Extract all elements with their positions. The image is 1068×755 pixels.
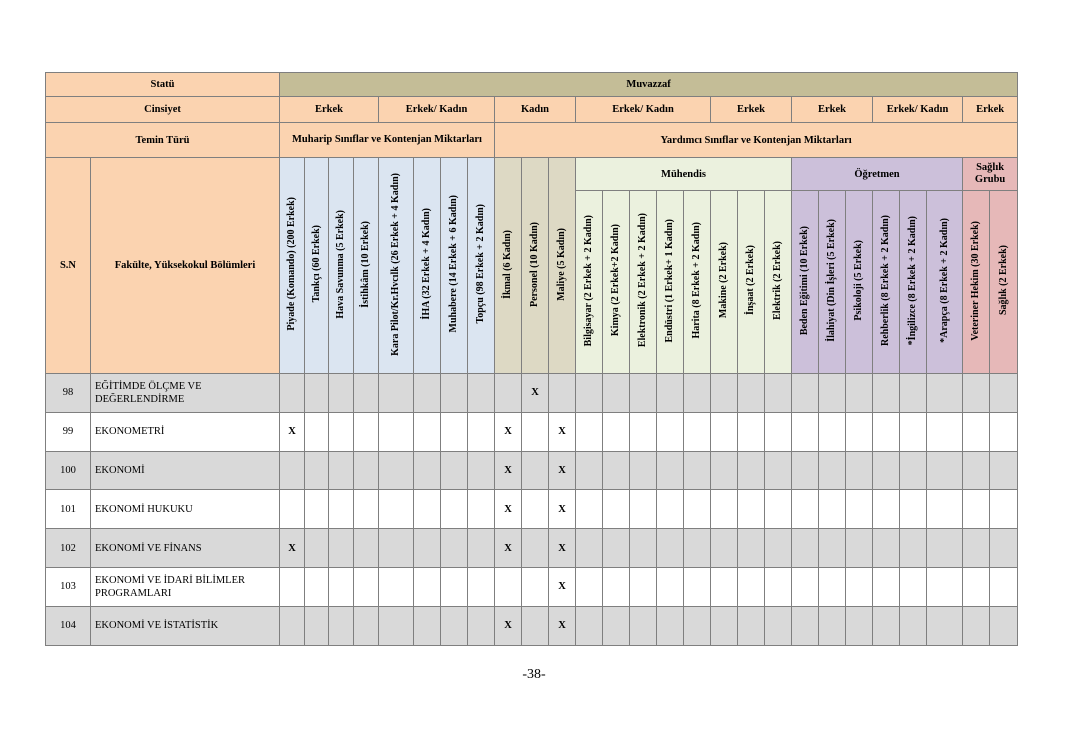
- column-header: [379, 158, 414, 374]
- quota-cell: [379, 451, 414, 490]
- quota-cell: [765, 606, 792, 645]
- column-header-label: Beden Eğitimi (10 Erkek): [799, 225, 810, 336]
- quota-cell: [354, 606, 379, 645]
- quota-cell: [684, 606, 711, 645]
- quota-mark: X: [280, 412, 305, 451]
- quota-cell: [927, 374, 963, 413]
- quota-cell: [576, 567, 603, 606]
- quota-cell: [379, 606, 414, 645]
- column-header-label: Tankçı (60 Erkek): [310, 225, 322, 303]
- column-header-label: Harita (8 Erkek + 2 Kadın): [691, 222, 702, 339]
- statu-label: Statü: [46, 73, 280, 97]
- quota-cell: [900, 374, 927, 413]
- quota-cell: [630, 490, 657, 529]
- quota-cell: [657, 567, 684, 606]
- quota-cell: [657, 490, 684, 529]
- column-header-label: Makine (2 Erkek): [718, 242, 729, 319]
- quota-cell: [792, 490, 819, 529]
- quota-cell: [441, 490, 468, 529]
- quota-cell: [354, 451, 379, 490]
- quota-cell: [792, 451, 819, 490]
- quota-cell: [657, 374, 684, 413]
- quota-cell: [414, 606, 441, 645]
- quota-cell: [354, 374, 379, 413]
- column-header-label: Piyade (Komando) (200 Erkek): [286, 197, 297, 331]
- cinsiyet-group: Erkek: [711, 97, 792, 123]
- row-department-name: EKONOMİ VE FİNANS: [91, 529, 280, 568]
- quota-cell: [711, 374, 738, 413]
- column-header: [414, 158, 441, 374]
- column-header: [873, 191, 900, 374]
- quota-cell: [684, 529, 711, 568]
- quota-mark: X: [495, 412, 522, 451]
- page-number: -38-: [522, 667, 546, 682]
- quota-cell: [603, 606, 630, 645]
- quota-cell: [927, 606, 963, 645]
- table-row: [46, 374, 1018, 413]
- quota-cell: [900, 451, 927, 490]
- row-department-name: EKONOMİ: [91, 451, 280, 490]
- quota-cell: [576, 374, 603, 413]
- quota-mark: X: [495, 529, 522, 568]
- quota-cell: [990, 490, 1018, 529]
- column-header-label: *İngilizce (8 Erkek + 2 Kadın): [907, 215, 918, 346]
- quota-cell: [329, 451, 354, 490]
- quota-cell: [657, 529, 684, 568]
- quota-cell: [441, 374, 468, 413]
- quota-cell: [684, 567, 711, 606]
- row-sn: 99: [46, 412, 91, 451]
- quota-cell: [711, 451, 738, 490]
- row-sn: 100: [46, 451, 91, 490]
- quota-cell: [576, 529, 603, 568]
- quota-cell: [873, 490, 900, 529]
- quota-mark: X: [549, 567, 576, 606]
- quota-cell: [819, 529, 846, 568]
- quota-cell: [329, 567, 354, 606]
- table-row: [46, 529, 1018, 568]
- quota-cell: [468, 567, 495, 606]
- column-header: [792, 191, 819, 374]
- quota-cell: [963, 374, 990, 413]
- quota-cell: [657, 451, 684, 490]
- quota-cell: [630, 567, 657, 606]
- quota-cell: [684, 412, 711, 451]
- quota-cell: [603, 567, 630, 606]
- quota-cell: [441, 567, 468, 606]
- quota-cell: [280, 374, 305, 413]
- quota-cell: [765, 412, 792, 451]
- quota-cell: [630, 374, 657, 413]
- quota-cell: [963, 567, 990, 606]
- cinsiyet-group: Erkek: [792, 97, 873, 123]
- quota-cell: [329, 606, 354, 645]
- quota-cell: [280, 606, 305, 645]
- quota-cell: [819, 567, 846, 606]
- table-row: [46, 490, 1018, 529]
- column-header: [280, 158, 305, 374]
- column-header: [963, 191, 990, 374]
- quota-cell: [522, 529, 549, 568]
- fakulte-label: Fakülte, Yüksekokul Bölümleri: [91, 158, 280, 374]
- column-header-label: Maliye (5 Kadın): [556, 227, 567, 301]
- column-header-label: Hava Savunma (5 Erkek): [335, 209, 346, 319]
- quota-cell: [379, 412, 414, 451]
- quota-cell: [522, 451, 549, 490]
- column-header: [354, 158, 379, 374]
- quota-cell: [963, 529, 990, 568]
- table-row: [46, 567, 1018, 606]
- temin-muharip: Muharip Sınıflar ve Kontenjan Miktarları: [280, 123, 495, 158]
- quota-cell: [379, 374, 414, 413]
- row-department-name: EKONOMİ VE İSTATİSTİK: [91, 606, 280, 645]
- quota-cell: [354, 412, 379, 451]
- quota-cell: [963, 451, 990, 490]
- quota-cell: [738, 606, 765, 645]
- quota-cell: [990, 451, 1018, 490]
- column-header-label: Veteriner Hekim (30 Erkek): [970, 220, 981, 341]
- quota-cell: [927, 567, 963, 606]
- saglik-group: Sağlık Grubu: [963, 158, 1018, 191]
- table-row: [46, 412, 1018, 451]
- quota-cell: [305, 606, 329, 645]
- quota-mark: X: [495, 606, 522, 645]
- quota-cell: [711, 606, 738, 645]
- quota-cell: [576, 412, 603, 451]
- quota-cell: [414, 374, 441, 413]
- column-header-label: Psikoloji (5 Erkek): [853, 240, 864, 321]
- quota-cell: [963, 606, 990, 645]
- quota-cell: [522, 567, 549, 606]
- quota-cell: [963, 490, 990, 529]
- column-header: [576, 191, 603, 374]
- quota-cell: [468, 451, 495, 490]
- table-row: [46, 606, 1018, 645]
- column-header: [765, 191, 792, 374]
- quota-cell: [846, 606, 873, 645]
- quota-mark: X: [549, 451, 576, 490]
- quota-cell: [280, 490, 305, 529]
- quota-cell: [379, 529, 414, 568]
- column-header-label: Elektrik (2 Erkek): [772, 241, 783, 320]
- quota-cell: [414, 451, 441, 490]
- quota-mark: X: [549, 412, 576, 451]
- quota-cell: [846, 567, 873, 606]
- column-header: [522, 158, 549, 374]
- cinsiyet-group: Erkek/ Kadın: [379, 97, 495, 123]
- quota-cell: [468, 490, 495, 529]
- quota-cell: [990, 412, 1018, 451]
- quota-cell: [738, 374, 765, 413]
- column-header-label: İstihkâm (10 Erkek): [360, 220, 371, 308]
- ogretmen-group: Öğretmen: [792, 158, 963, 191]
- quota-cell: [873, 412, 900, 451]
- row-sn: 101: [46, 490, 91, 529]
- quota-cell: [792, 567, 819, 606]
- row-sn: 103: [46, 567, 91, 606]
- quota-cell: [441, 451, 468, 490]
- row-department-name: EKONOMETRİ: [91, 412, 280, 451]
- quota-cell: [468, 412, 495, 451]
- quota-cell: [711, 567, 738, 606]
- quota-mark: X: [522, 374, 549, 413]
- column-header-label: Sağlık (2 Erkek): [997, 245, 1009, 316]
- quota-cell: [468, 606, 495, 645]
- quota-cell: [792, 529, 819, 568]
- quota-cell: [603, 529, 630, 568]
- quota-cell: [990, 374, 1018, 413]
- statu-value: Muvazzaf: [280, 73, 1018, 97]
- quota-cell: [990, 567, 1018, 606]
- quota-cell: [305, 451, 329, 490]
- column-header-label: İHA (32 Erkek + 4 Kadın): [421, 208, 432, 320]
- quota-mark: X: [549, 606, 576, 645]
- quota-cell: [900, 567, 927, 606]
- quota-cell: [927, 490, 963, 529]
- quota-cell: [576, 606, 603, 645]
- quota-cell: [414, 529, 441, 568]
- sn-label: S.N: [46, 158, 91, 374]
- column-header: [468, 158, 495, 374]
- column-header-label: Endüstri (1 Erkek+ 1 Kadın): [664, 218, 675, 343]
- quota-cell: [873, 529, 900, 568]
- quota-cell: [738, 567, 765, 606]
- column-header-label: Personel (10 Kadın): [529, 221, 540, 307]
- quota-cell: [684, 490, 711, 529]
- quota-cell: [900, 606, 927, 645]
- column-header: [738, 191, 765, 374]
- quota-cell: [379, 490, 414, 529]
- quota-cell: [819, 490, 846, 529]
- quota-cell: [846, 490, 873, 529]
- quota-cell: [927, 451, 963, 490]
- quota-cell: [846, 451, 873, 490]
- quota-mark: X: [280, 529, 305, 568]
- cinsiyet-group: Erkek/ Kadın: [873, 97, 963, 123]
- quota-cell: [846, 374, 873, 413]
- quota-cell: [657, 412, 684, 451]
- column-header: [549, 158, 576, 374]
- quota-cell: [354, 490, 379, 529]
- column-header: [657, 191, 684, 374]
- column-header-label: Kimya (2 Erkek+2 Kadın): [610, 224, 621, 337]
- temin-label: Temin Türü: [46, 123, 280, 158]
- quota-cell: [379, 567, 414, 606]
- quota-cell: [963, 412, 990, 451]
- quota-cell: [765, 490, 792, 529]
- column-header-label: *Arapça (8 Erkek + 2 Kadın): [938, 218, 950, 343]
- quota-cell: [414, 490, 441, 529]
- column-header: [603, 191, 630, 374]
- quota-mark: X: [495, 490, 522, 529]
- quota-cell: [441, 412, 468, 451]
- column-header: [305, 158, 329, 374]
- column-header: [900, 191, 927, 374]
- quota-cell: [549, 374, 576, 413]
- quota-cell: [738, 451, 765, 490]
- quota-cell: [630, 451, 657, 490]
- column-header: [684, 191, 711, 374]
- column-header-label: İkmal (6 Kadın): [502, 229, 513, 299]
- column-header: [441, 158, 468, 374]
- quota-cell: [873, 451, 900, 490]
- muhendis-group: Mühendis: [576, 158, 792, 191]
- quota-cell: [900, 490, 927, 529]
- quota-table: [45, 72, 1018, 646]
- row-department-name: EĞİTİMDE ÖLÇME VE DEĞERLENDİRME: [91, 374, 280, 413]
- quota-cell: [657, 606, 684, 645]
- quota-cell: [738, 529, 765, 568]
- quota-cell: [900, 412, 927, 451]
- quota-cell: [305, 374, 329, 413]
- column-header-label: Elektronik (2 Erkek + 2 Kadın): [637, 213, 648, 348]
- quota-mark: X: [495, 451, 522, 490]
- quota-cell: [819, 374, 846, 413]
- quota-cell: [873, 374, 900, 413]
- quota-cell: [305, 412, 329, 451]
- quota-cell: [329, 529, 354, 568]
- quota-cell: [305, 567, 329, 606]
- quota-cell: [603, 490, 630, 529]
- quota-cell: [765, 374, 792, 413]
- table-row: [46, 451, 1018, 490]
- quota-cell: [603, 412, 630, 451]
- quota-cell: [329, 490, 354, 529]
- column-header-label: Topçu (98 Erkek + 2 Kadın): [475, 204, 486, 324]
- column-header: [711, 191, 738, 374]
- quota-cell: [900, 529, 927, 568]
- quota-cell: [414, 567, 441, 606]
- row-sn: 104: [46, 606, 91, 645]
- column-header: [990, 191, 1018, 374]
- quota-cell: [522, 490, 549, 529]
- quota-cell: [576, 451, 603, 490]
- quota-cell: [354, 529, 379, 568]
- quota-cell: [354, 567, 379, 606]
- quota-cell: [414, 412, 441, 451]
- quota-cell: [441, 529, 468, 568]
- quota-cell: [711, 412, 738, 451]
- row-department-name: EKONOMİ HUKUKU: [91, 490, 280, 529]
- quota-cell: [873, 567, 900, 606]
- row-department-name: EKONOMİ VE İDARİ BİLİMLER PROGRAMLARI: [91, 567, 280, 606]
- row-sn: 98: [46, 374, 91, 413]
- column-header: [819, 191, 846, 374]
- quota-cell: [819, 412, 846, 451]
- cinsiyet-group: Erkek/ Kadın: [576, 97, 711, 123]
- column-header: [630, 191, 657, 374]
- quota-cell: [792, 412, 819, 451]
- quota-cell: [280, 451, 305, 490]
- quota-cell: [603, 374, 630, 413]
- quota-cell: [765, 529, 792, 568]
- cinsiyet-group: Erkek: [963, 97, 1018, 123]
- quota-cell: [990, 606, 1018, 645]
- column-header: [927, 191, 963, 374]
- quota-cell: [711, 529, 738, 568]
- quota-cell: [441, 606, 468, 645]
- quota-cell: [329, 374, 354, 413]
- quota-cell: [738, 412, 765, 451]
- quota-cell: [927, 529, 963, 568]
- quota-cell: [765, 451, 792, 490]
- cinsiyet-group: Kadın: [495, 97, 576, 123]
- quota-cell: [792, 374, 819, 413]
- temin-yardimci: Yardımcı Sınıflar ve Kontenjan Miktarları: [495, 123, 1018, 158]
- quota-cell: [738, 490, 765, 529]
- quota-cell: [305, 529, 329, 568]
- column-header-label: Rehberlik (8 Erkek + 2 Kadın): [880, 215, 891, 346]
- column-header: [846, 191, 873, 374]
- quota-cell: [329, 412, 354, 451]
- row-sn: 102: [46, 529, 91, 568]
- quota-cell: [280, 567, 305, 606]
- quota-cell: [873, 606, 900, 645]
- quota-cell: [684, 451, 711, 490]
- quota-cell: [305, 490, 329, 529]
- quota-cell: [846, 412, 873, 451]
- quota-cell: [927, 412, 963, 451]
- quota-cell: [990, 529, 1018, 568]
- quota-cell: [630, 529, 657, 568]
- quota-cell: [765, 567, 792, 606]
- column-header-label: İnşaat (2 Erkek): [745, 245, 756, 316]
- column-header-label: Muhabere (14 Erkek + 6 Kadın): [448, 195, 459, 333]
- cinsiyet-label: Cinsiyet: [46, 97, 280, 123]
- column-header-label: Kara Pilot/Kr.Hvcılk (26 Erkek + 4 Kadın): [390, 172, 401, 356]
- column-header: [329, 158, 354, 374]
- quota-cell: [684, 374, 711, 413]
- quota-cell: [819, 606, 846, 645]
- quota-cell: [819, 451, 846, 490]
- quota-cell: [846, 529, 873, 568]
- quota-cell: [630, 412, 657, 451]
- column-header-label: İlahiyat (Din İşleri (5 Erkek): [826, 219, 837, 342]
- quota-mark: X: [549, 490, 576, 529]
- quota-cell: [522, 606, 549, 645]
- quota-mark: X: [549, 529, 576, 568]
- quota-cell: [792, 606, 819, 645]
- quota-cell: [522, 412, 549, 451]
- quota-cell: [630, 606, 657, 645]
- quota-cell: [711, 490, 738, 529]
- quota-cell: [495, 374, 522, 413]
- quota-cell: [603, 451, 630, 490]
- column-header: [495, 158, 522, 374]
- quota-cell: [468, 374, 495, 413]
- column-header-label: Bilgisayar (2 Erkek + 2 Kadın): [583, 214, 594, 347]
- quota-cell: [468, 529, 495, 568]
- quota-cell: [495, 567, 522, 606]
- cinsiyet-group: Erkek: [280, 97, 379, 123]
- quota-cell: [576, 490, 603, 529]
